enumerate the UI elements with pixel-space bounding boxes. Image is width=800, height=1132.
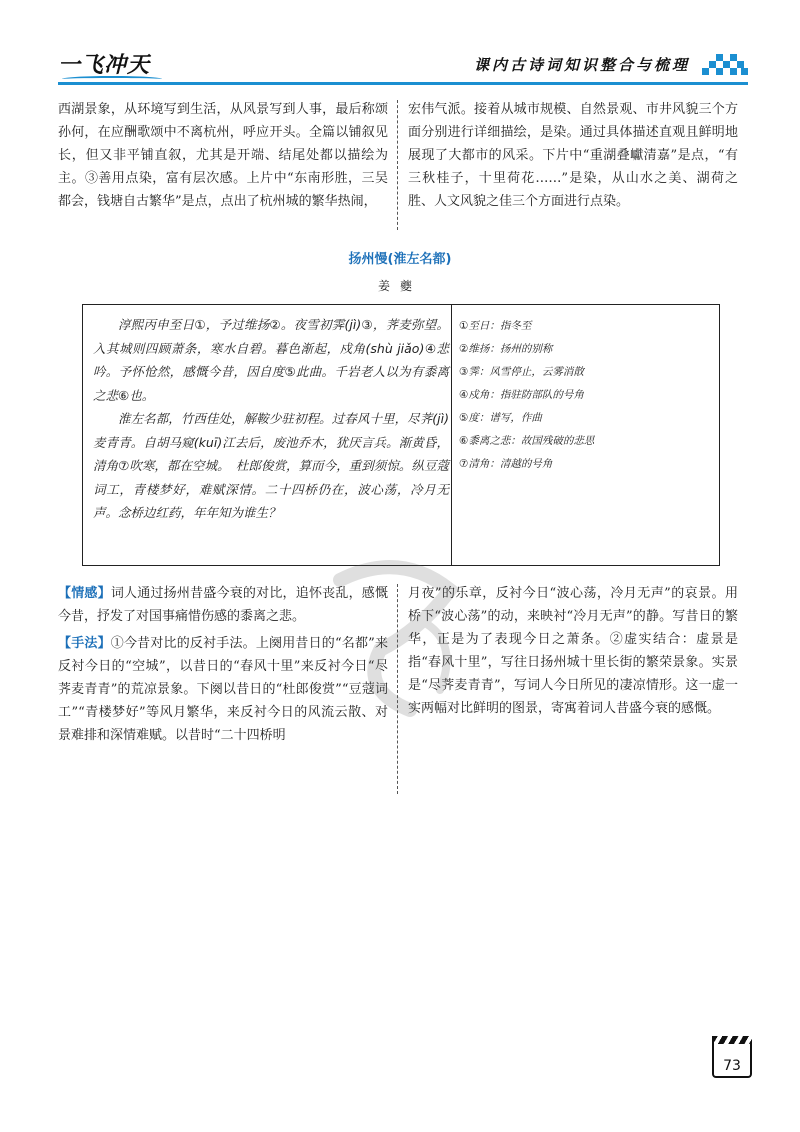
emotion-paragraph (58, 582, 388, 628)
checker-decoration-icon (702, 50, 748, 82)
poem-notes-separator (451, 305, 452, 565)
analysis-left (58, 582, 388, 747)
analysis-right: 月夜”的乐章，反衬今日“波心荡，冷月无声”的哀景。用桥下“波心荡”的动，来映衬“冷月无声”的静。写昔日的繁华，正是为了表现今日之萧条。②虚实结合：虚景是指“春风十里”，写往日扬州城十里长街的繁荣景象。实景是“尽荠麦青青”，写词人今日所见的凄凉情形。这一虚一实两幅对比鲜明的图景，寄寓着词人昔盛今衰的感慨。 (408, 586, 738, 716)
top-left-paragraph: 西湖景象，从环境写到生活，从风景写到人事，最后称颂孙何，在应酬歌颂中不离杭州，呼应开头。全篇以铺叙见长，但又非平铺直叙，尤其是开端、结尾处都以描绘为主。③善用点染，富有层次感。上片中“东南形胜，三吴都会，钱塘自古繁华”是点，点出了杭州城的繁华热闹， (58, 102, 388, 209)
emotion-text: 词人通过扬州昔盛今衰的对比，追怀丧乱，感慨今昔，抒发了对国事痛惜伤感的黍离之悲。 (58, 586, 388, 624)
note-item: ③霁：风雪停止，云雾消散 (459, 366, 584, 378)
column-divider-top (397, 100, 398, 230)
top-right-paragraph: 宏伟气派。接着从城市规模、自然景观、市井风貌三个方面分别进行详细描绘，是染。通过具体描述直观且鲜明地展现了大都市的风采。下片中“重湖叠巘清嘉”是点，“有三秋桂子，十里荷花……”是染，从山水之美、湖荷之胜、人文风貌之佳三个方面进行点染。 (408, 102, 738, 209)
brand-logo: 一飞冲天 (58, 53, 151, 78)
technique-paragraph (58, 632, 388, 747)
note-item: ①至日：指冬至 (459, 320, 532, 332)
header-rule (58, 82, 748, 85)
note-item: ⑥黍离之悲：故国残破的悲思 (459, 435, 595, 447)
note-item: ④戍角：指驻防部队的号角 (459, 389, 584, 401)
column-divider-bottom (397, 584, 398, 794)
series-title: 课内古诗词知识整合与梳理 (473, 56, 690, 74)
page-header (58, 48, 748, 88)
technique-text: ①今昔对比的反衬手法。上阕用昔日的“名都”来反衬今日的“空城”，以昔日的“春风十里”来反衬今日“尽荠麦青青”的荒凉景象。下阕以昔日的“杜郎俊赏”“豆蔻词工”“青楼梦好”等风月繁华，来反衬今日的风流云散、对景难排和深情难赋。以昔时“二十四桥明 (58, 636, 388, 743)
poem-preface: 淳熙丙申至日①，予过维扬②。夜雪初霁(jì)③，荠麦弥望。入其城则四顾萧条，寒水自碧。暮色渐起，戍角(shù jiǎo)④悲吟。予怀怆然，感慨今昔，因自度⑤此曲。千岩老人以为有黍离之悲⑥也。 (93, 317, 449, 403)
poem-body: 淮左名都，竹西佳处，解鞍少驻初程。过春风十里，尽荠(jì)麦青青。自胡马窥(kuī)江去后，废池乔木，犹厌言兵。渐黄昏，清角⑦吹寒，都在空城。 杜郎俊赏，算而今，重到须惊。纵豆蔻词工，青楼梦好，难赋深情。二十四桥仍在，波心荡，冷月无声。念桥边红药，年年知为谁生？ (93, 411, 449, 520)
note-item: ②维扬：扬州的别称 (459, 343, 553, 355)
note-item: ⑤度：谱写，作曲 (459, 412, 542, 424)
poem-box (82, 304, 720, 566)
poem-title: 扬州慢(淮左名都) (348, 252, 452, 267)
poem-author: 姜夔 (377, 279, 422, 293)
page-number: 73 (723, 1058, 741, 1074)
emotion-tag: 【情感】 (58, 586, 111, 601)
notes-list (459, 315, 709, 476)
poem-text (93, 313, 449, 525)
note-item: ⑦清角：清越的号角 (459, 458, 553, 470)
technique-tag: 【手法】 (58, 636, 111, 651)
